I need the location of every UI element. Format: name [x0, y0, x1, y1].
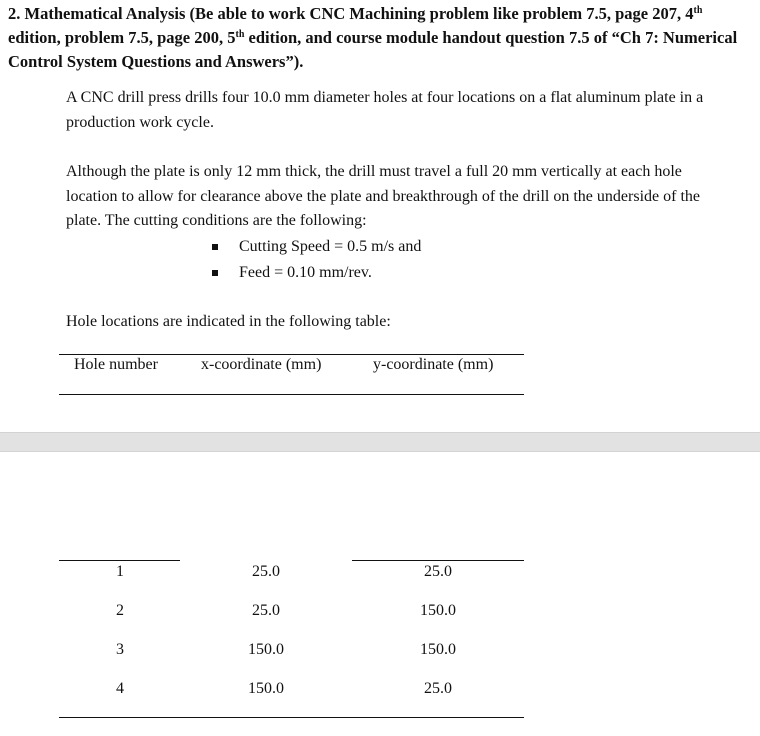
edition-superscript-5th: th — [235, 29, 245, 40]
header-hole-number: Hole number — [74, 356, 158, 373]
header-x-coordinate: x-coordinate (mm) — [201, 356, 322, 373]
table-cell: 150.0 — [248, 680, 284, 697]
table-intro-paragraph: Hole locations are indicated in the following table: — [66, 313, 391, 330]
question-title-part1: Mathematical Analysis (Be able to work CNC Machining problem like problem 7.5, page 207, 4 — [24, 4, 694, 23]
table-cell: 25.0 — [424, 563, 452, 580]
problem-intro-paragraph: A CNC drill press drills four 10.0 mm diameter holes at four locations on a flat aluminum plate in a production work cycle. — [66, 89, 704, 131]
list-item — [208, 234, 421, 260]
table-cell: 150.0 — [248, 641, 284, 658]
table-header-rule — [59, 394, 524, 395]
bullet-square-icon — [212, 270, 218, 276]
edition-superscript-4th: th — [693, 5, 703, 16]
feed-text: Feed = 0.10 mm/rev. — [239, 264, 372, 281]
question-title-part2: edition, problem 7.5, page 200, 5 — [8, 28, 236, 47]
table-cell: 4 — [116, 680, 124, 697]
table-cell: 25.0 — [424, 680, 452, 697]
table-cell: 150.0 — [420, 602, 456, 619]
list-item — [208, 260, 421, 286]
table-cell: 3 — [116, 641, 124, 658]
cutting-speed-text: Cutting Speed = 0.5 m/s and — [239, 238, 422, 255]
table-cell: 150.0 — [420, 641, 456, 658]
table-rule-right-segment — [352, 560, 524, 561]
bullet-square-icon — [212, 244, 218, 250]
question-number: 2. — [8, 4, 21, 23]
table-cell: 2 — [116, 602, 124, 619]
table-cell: 1 — [116, 563, 124, 580]
page-break-band — [0, 432, 760, 452]
question-header — [8, 2, 756, 74]
question-title-part3: edition, and course module handout question 7.5 of “Ch 7: Numerical Control System Questions and Answers”). — [8, 28, 738, 71]
table-cell: 25.0 — [252, 602, 280, 619]
header-y-coordinate: y-coordinate (mm) — [373, 356, 494, 373]
table-bottom-rule — [59, 717, 524, 718]
table-rule-left-segment — [59, 560, 180, 561]
drill-travel-paragraph: Although the plate is only 12 mm thick, the drill must travel a full 20 mm vertically at each hole location to allow for clearance above the plate and breakthrough of the drill on the underside of the plate. The cutting conditions are the following: — [66, 163, 700, 229]
table-cell: 25.0 — [252, 563, 280, 580]
cutting-conditions-list — [208, 234, 421, 286]
